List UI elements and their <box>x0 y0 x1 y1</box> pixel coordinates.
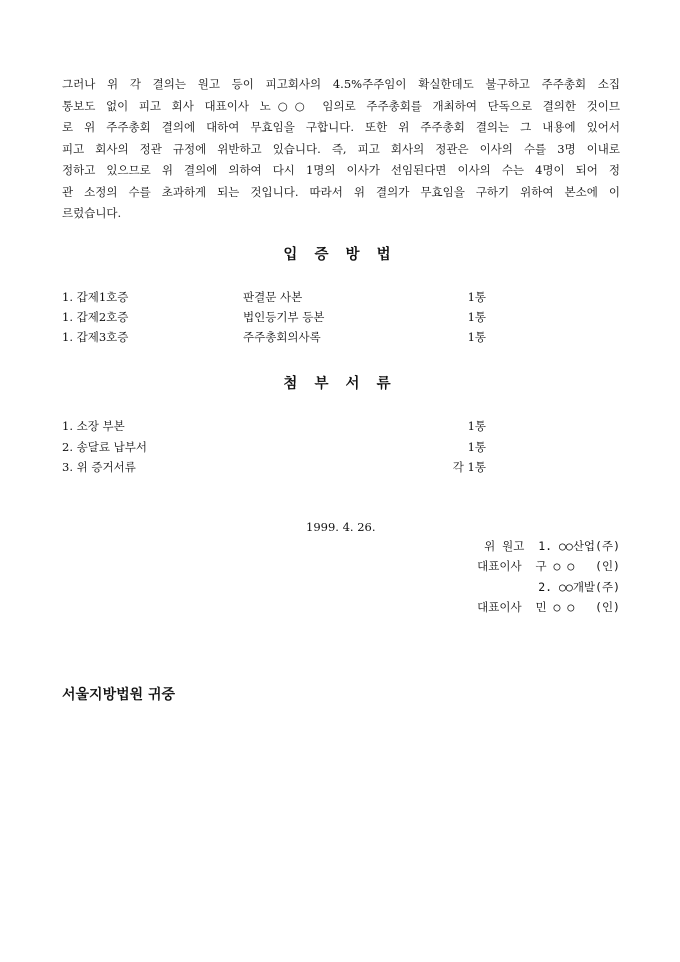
attachments-heading: 첨 부 서 류 <box>283 376 397 392</box>
evidence-title: 법인등기부 등본 <box>243 310 325 324</box>
body-line: 르렀습니다. <box>62 206 122 220</box>
body-line: 정하고 있으므로 위 결의에 의하여 다시 1명의 이사가 선임된다면 이사의 수는 4명이 되어 정 <box>62 163 620 177</box>
evidence-heading: 입 증 방 법 <box>283 247 397 263</box>
representative-line: 대표이사 민 ○ ○ (인) <box>477 600 620 614</box>
plaintiff-line: 위 원고 1. ○○산업(주) <box>484 539 620 553</box>
evidence-count: 1통 <box>467 330 486 344</box>
representative-line: 대표이사 구 ○ ○ (인) <box>477 559 620 573</box>
evidence-count: 1통 <box>467 290 486 304</box>
evidence-label: 1. 갑제1호증 <box>62 290 129 304</box>
court-addressee: 서울지방법원 귀중 <box>62 687 176 703</box>
body-line: 통보도 없이 피고 회사 대표이사 노○○ 임의로 주주총회를 개최하여 단독으로 결의한 것이므 <box>62 98 620 113</box>
attachment-count: 1통 <box>467 419 486 433</box>
body-line: 피고 회사의 정관 규정에 위반하고 있습니다. 즉, 피고 회사의 정관은 이사의 수를 3명 이내로 <box>62 141 620 156</box>
evidence-label: 1. 갑제2호증 <box>62 310 129 324</box>
evidence-title: 주주총회의사록 <box>243 330 321 344</box>
attachment-count: 1통 <box>467 440 486 454</box>
plaintiff-line: 2. ○○개발(주) <box>538 580 620 594</box>
attachment-count: 각 1통 <box>452 460 486 474</box>
attachment-label: 2. 송달료 납부서 <box>62 440 147 454</box>
complaint-body-paragraph <box>62 74 620 225</box>
evidence-count: 1통 <box>467 310 486 324</box>
body-line: 로 위 주주총회 결의에 대하여 무효임을 구합니다. 또한 위 주주총회 결의는 그 내용에 있어서 <box>62 120 620 134</box>
filing-date: 1999. 4. 26. <box>306 520 376 534</box>
evidence-title: 판결문 사본 <box>243 290 303 304</box>
body-line: 그러나 위 각 결의는 원고 등이 피고회사의 4.5%주주임이 확실한데도 불구하고 주주총회 소집 <box>62 77 620 91</box>
body-line: 관 소정의 수를 초과하게 되는 것입니다. 따라서 위 결의가 무효임을 구하기 위하여 본소에 이 <box>62 184 620 199</box>
evidence-label: 1. 갑제3호증 <box>62 330 129 344</box>
attachment-label: 1. 소장 부본 <box>62 419 125 433</box>
attachment-label: 3. 위 증거서류 <box>62 460 136 474</box>
